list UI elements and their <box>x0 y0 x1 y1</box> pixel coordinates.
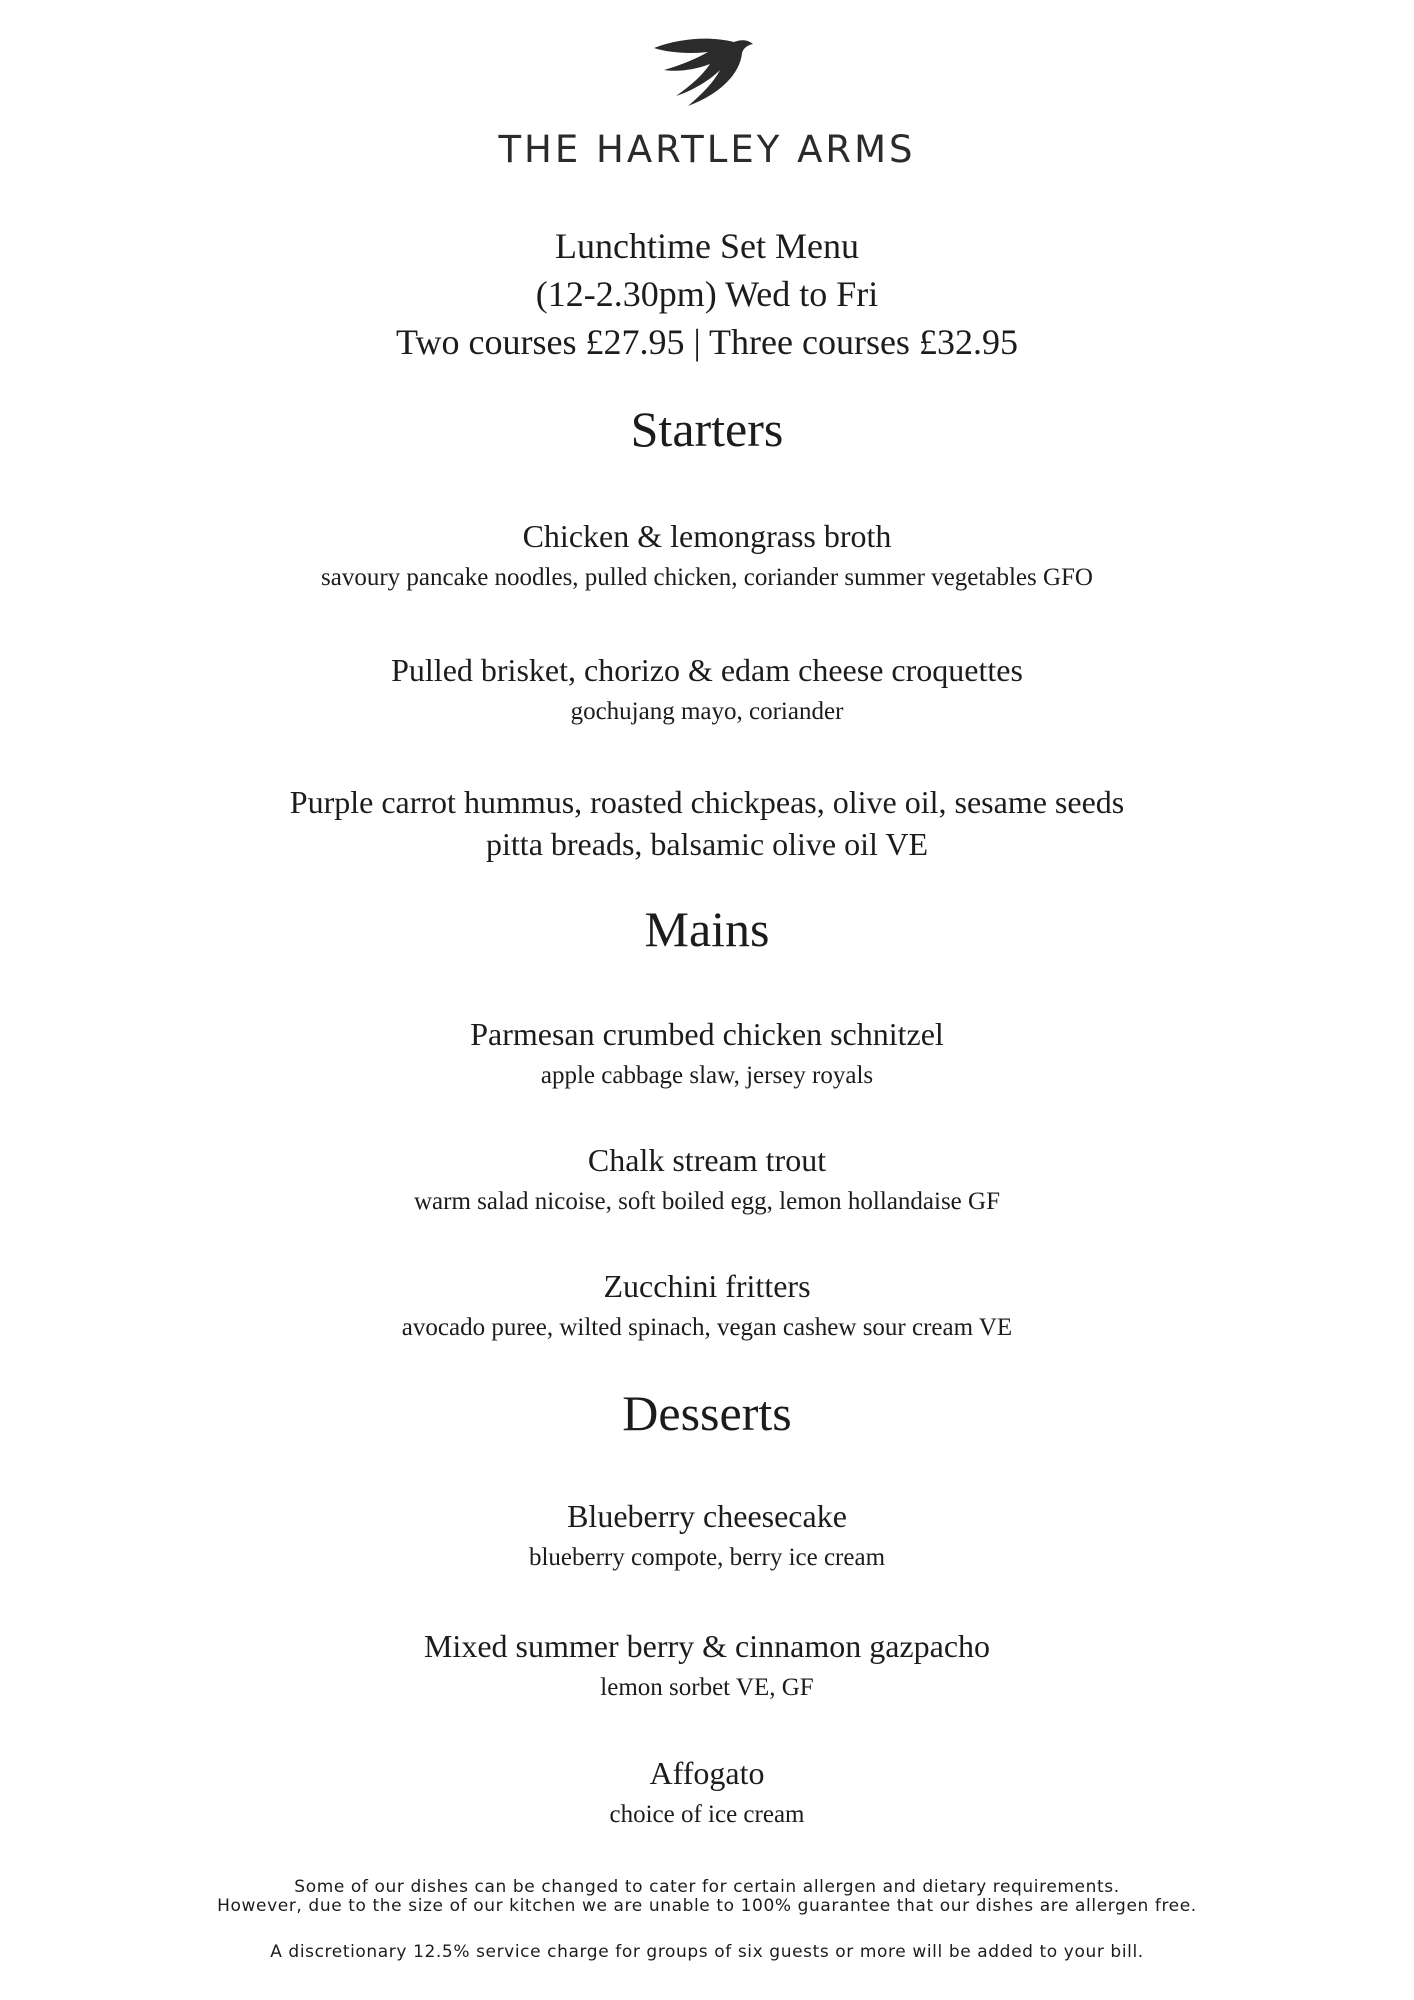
swallow-bird-icon <box>650 36 754 110</box>
section-title-mains: Mains <box>644 901 770 957</box>
dish-description: warm salad nicoise, soft boiled egg, lemon hollandaise GF <box>414 1188 1000 1215</box>
dish-name: Zucchini fritters <box>603 1268 811 1304</box>
brand-name: THE HARTLEY ARMS <box>498 128 916 171</box>
allergen-note-line2: However, due to the size of our kitchen we are unable to 100% guarantee that our dishes are allergen free. <box>217 1896 1197 1916</box>
section-title-starters: Starters <box>630 401 784 457</box>
dish-name: Parmesan crumbed chicken schnitzel <box>470 1016 944 1052</box>
section-title-desserts: Desserts <box>622 1385 792 1441</box>
dish-description: apple cabbage slaw, jersey royals <box>540 1062 874 1089</box>
dish-description: avocado puree, wilted spinach, vegan cashew sour cream VE <box>401 1314 1013 1341</box>
dish-name: Affogato <box>649 1755 765 1791</box>
service-charge-note: A discretionary 12.5% service charge for groups of six guests or more will be added to your bill. <box>270 1942 1144 1962</box>
menu-title: Lunchtime Set Menu <box>555 226 859 266</box>
dish-description: lemon sorbet VE, GF <box>600 1674 814 1701</box>
menu-hours: (12-2.30pm) Wed to Fri <box>535 274 879 314</box>
dish-name: Blueberry cheesecake <box>567 1498 847 1534</box>
dish-description: blueberry compote, berry ice cream <box>528 1544 886 1571</box>
dish-name: Chicken & lemongrass broth <box>522 518 892 554</box>
allergen-note-line1: Some of our dishes can be changed to cater for certain allergen and dietary requirements. <box>294 1877 1120 1897</box>
dish-name: Pulled brisket, chorizo & edam cheese croquettes <box>391 652 1023 688</box>
dish-description: savoury pancake noodles, pulled chicken, coriander summer vegetables GFO <box>321 564 1093 591</box>
dish-name: Mixed summer berry & cinnamon gazpacho <box>423 1628 991 1664</box>
dish-name: Purple carrot hummus, roasted chickpeas, olive oil, sesame seeds <box>289 784 1125 820</box>
dish-description: choice of ice cream <box>609 1801 805 1828</box>
menu-prices: Two courses £27.95 | Three courses £32.95 <box>396 322 1018 362</box>
dish-description: gochujang mayo, coriander <box>570 698 844 725</box>
dish-name: Chalk stream trout <box>587 1142 827 1178</box>
dish-description: pitta breads, balsamic olive oil VE <box>486 826 928 862</box>
